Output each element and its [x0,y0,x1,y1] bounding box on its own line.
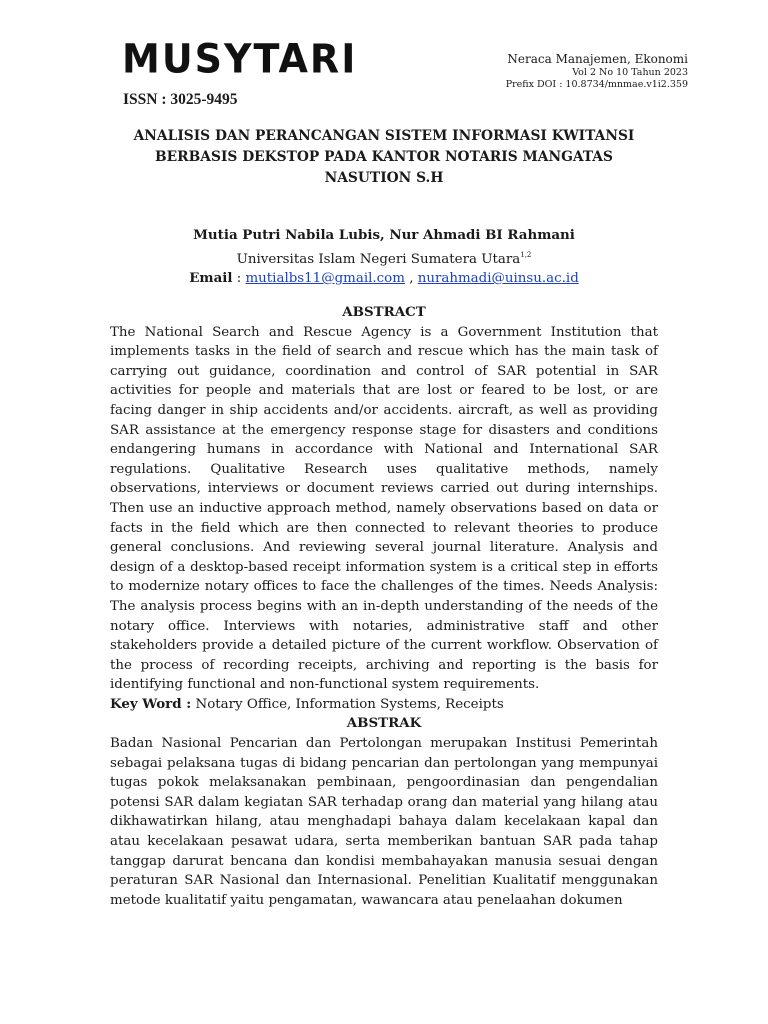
abstract-text: The National Search and Rescue Agency is a Government Institution that implements tasks in the field of search and rescue which has the main task of carrying out guidance, coordination and control of SAR potential in SAR activities for people and materials that are lost or feared to be lost, or are facing danger in ship accidents and/or accidents. aircraft, as well as providing SAR assistance at the emergency response stage for disasters and conditions endangering humans in accordance with National and International SAR regulations. Qualitative Research uses qualitative methods, namely observations, interviews or document reviews carried out during internships. Then use an inductive approach method, namely observations based on data or facts in the field which are then connected to relevant theories to produce general conclusions. And reviewing several journal literature. Analysis and design of a desktop-based receipt information system is a critical step in efforts to modernize notary offices to face the challenges of the times. Needs Analysis: The analysis process begins with an in-depth understanding of the needs of the notary office. Interviews with notaries, administrative staff and other stakeholders provide a detailed picture of the current workflow. Observation of the process of recording receipts, archiving and reporting is the basis for identifying functional and non-functional system requirements. [110,324,658,693]
author-names: Mutia Putri Nabila Lubis, Nur Ahmadi BI Rahmani [193,227,575,243]
keywords-text: Notary Office, Information Systems, Receipts [191,696,504,712]
keywords-label: Key Word : [110,695,192,712]
paper-title: ANALISIS DAN PERANCANGAN SISTEM INFORMASI KWITANSI BERBASIS DEKSTOP PADA KANTOR NOTARIS MANGATAS NASUTION S.H [133,128,635,186]
email-line: Email : mutialbs11@gmail.com , nurahmadi@uinsu.ac.id [189,270,579,286]
journal-logo: MUSYTARI [122,35,358,83]
journal-volume: Vol 2 No 10 Tahun 2023 [572,67,688,78]
keywords-line [110,695,658,715]
author-block [110,226,658,289]
abstrak-heading: ABSTRAK [346,715,422,732]
issn: ISSN : 3025-9495 [123,91,238,108]
email-link-2[interactable]: nurahmadi@uinsu.ac.id [417,271,579,286]
abstract-heading: ABSTRACT [342,304,426,320]
affiliation [110,246,658,270]
journal-info [506,52,688,91]
affiliation-text: Universitas Islam Negeri Sumatera Utara [236,251,521,267]
doi-prefix: Prefix DOI : 10.8734/mnmae.v1i2.359 [505,79,688,90]
abstrak-text: Badan Nasional Pencarian dan Pertolongan merupakan Institusi Pemerintah sebagai pelaksana tugas di bidang pencarian dan pertolongan yang mempunyai tugas pokok melaksanakan pembinaan, pengoordinasian dan pengendalian potensi SAR dalam kegiatan SAR terhadap orang dan material yang hilang atau dikhawatirkan hilang, atau menghadapi bahaya dalam kecelakaan kapal dan atau kecelakaan pesawat udara, serta memberikan bantuan SAR pada tahap tanggap darurat bencana dan kondisi membahayakan manusia sesuai dengan peraturan SAR Nasional dan Internasional. Penelitian Kualitatif menggunakan metode kualitatif yaitu pengamatan, wawancara atau penelaahan dokumen [110,736,658,908]
email-link-1[interactable]: mutialbs11@gmail.com [245,271,405,286]
abstract-section [110,303,658,910]
email-label: Email [189,270,233,286]
journal-name: Neraca Manajemen, Ekonomi [507,52,688,66]
affiliation-marks: 1,2 [520,250,532,259]
